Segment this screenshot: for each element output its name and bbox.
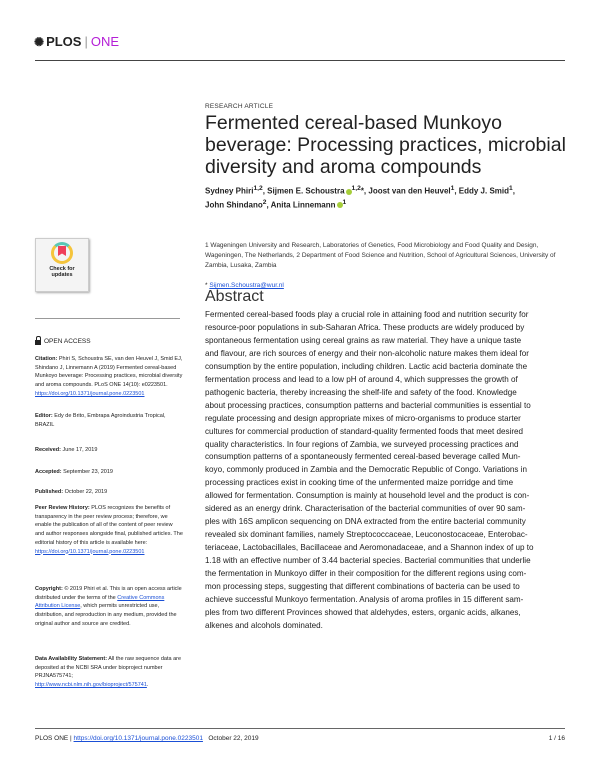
published-date: Published: October 22, 2019 <box>35 489 108 495</box>
abstract-body <box>205 309 567 633</box>
abstract-heading: Abstract <box>205 288 264 305</box>
abstract-line: about processing practices, consumption patterns and bacterial communities is essential to <box>205 400 531 410</box>
email-link[interactable]: Sijmen.Schoustra@wur.nl <box>209 282 284 289</box>
abstract-line: spontaneous fermentation using cereal grains as raw material. They have a unique taste <box>205 335 522 345</box>
header-divider <box>35 60 565 61</box>
open-access: OPEN ACCESS <box>35 337 91 345</box>
peer-review-history: Peer Review History: PLOS recognizes the benefits of transparency in the peer review process; therefore, we enable the publication of all of the content of peer review and author responses alongside final, published articles. The editorial history of this article is available here: https://doi.org/10.1371/journal.pone.0223501 <box>35 505 183 555</box>
abstract-line: fermentation process and lead to a low pH of around 4, which suppresses the growth of <box>205 374 518 384</box>
crossmark-icon <box>51 242 73 264</box>
abstract-line: alkenes and alcohols dominated. <box>205 620 323 630</box>
abstract-line: achieve successful Munkoyo fermentation. Analysis of aroma profiles in 15 different sam- <box>205 594 524 604</box>
abstract-line: allowed for fermentation. Consumption is mainly at household level and the product is con- <box>205 491 530 501</box>
abstract-line: regulate processing and design appropriate mixes of micro-organisms to produce starter <box>205 413 521 423</box>
affiliations: 1 Wageningen University and Research, Laboratories of Genetics, Food Microbiology and Food Quality and Design, Wageningen, The Netherlands, 2 Department of Food Science and Nutrition, School of Agricultural Sciences, University of Zambia, Lusaka, Zambia <box>205 242 556 269</box>
abstract-line: ples from two different Provinces showed that aldehydes, esters, organic acids, alkanes, <box>205 607 521 617</box>
abstract-line: resource-poor populations in sub-Saharan Africa. These products are widely produced by <box>205 322 525 332</box>
abstract-line: sidered as an energy drink. Characterisation of the bacterial communities of over 90 sam- <box>205 504 526 514</box>
abstract-line: pathogenic bacteria, thereby increasing the shelf-life and safety of the food. Knowledge <box>205 387 517 397</box>
abstract-line: ples with 16S amplicon sequencing on DNA extracted from the entire bacterial community <box>205 517 526 527</box>
abstract-line: cultures for commercial production of standard-quality fermented foods that meet desired <box>205 426 524 436</box>
received-date: Received: June 17, 2019 <box>35 447 98 453</box>
abstract-line: consumption by the entire population, including children. Lactic acid bacteria dominate the <box>205 361 528 371</box>
bioproject-link[interactable]: http://www.ncbi.nlm.nih.gov/bioproject/575741 <box>35 682 147 689</box>
abstract-line: teriaceae, Lactobacillales, Bacillaceae and Aeromonadaceae, and a Shannon index of up to <box>205 543 534 553</box>
abstract-line: mon processing steps, suggesting that different combinations of bacteria can be used to <box>205 582 520 592</box>
check-for-updates-badge[interactable]: Check for updates <box>35 238 89 292</box>
plos-one-logo[interactable]: ✺ PLOS | ONE <box>34 34 120 49</box>
editor: Editor: Edy de Brito, Embrapa Agroindustria Tropical, BRAZIL <box>35 413 166 428</box>
copyright: Copyright: © 2019 Phiri et al. This is an open access article distributed under the terms of the Creative Commons Attribution License, which permits unrestricted use, distribution, and reproduction in any medium, provided the original author and source are credited. <box>35 586 182 627</box>
citation-doi-link[interactable]: https://doi.org/10.1371/journal.pone.0223501 <box>35 390 145 397</box>
article-type: RESEARCH ARTICLE <box>205 103 274 110</box>
plos-logo-icon: ✺ <box>34 34 45 49</box>
page-number: 1 / 16 <box>548 735 565 742</box>
footer-doi-link[interactable]: https://doi.org/10.1371/journal.pone.0223501 <box>73 735 203 742</box>
abstract-line: Fermented cereal-based foods play a crucial role in attaining food and nutrition security for <box>205 310 529 319</box>
abstract-line: consumption patterns of a spontaneously fermented cereal-based beverage called Mun- <box>205 452 521 462</box>
abstract-line: processing practices exist in cooking time of the unfermented maize porridge and time <box>205 478 514 488</box>
abstract-line: revealed six dominant families, namely Streptococcaceae, Leuconostocaceae, Enterobac- <box>205 530 528 540</box>
accepted-date: Accepted: September 23, 2019 <box>35 469 113 475</box>
abstract-line: quality characteristics. In four regions of Zambia, we surveyed processing practices and <box>205 439 519 449</box>
article-title: Fermented cereal-based Munkoyo beverage: Processing practices, microbial diversity and aroma compounds <box>205 112 566 178</box>
footer: PLOS ONE | https://doi.org/10.1371/journal.pone.0223501 October 22, 2019 <box>35 735 259 742</box>
footer-divider <box>35 728 565 729</box>
license-link[interactable]: Creative Commons Attribution License <box>35 594 165 610</box>
sidebar-divider <box>35 318 180 319</box>
abstract-line: koyo, commonly produced in Zambia and the Democratic Republic of Congo. Variations in <box>205 465 527 475</box>
corresponding-email: * Sijmen.Schoustra@wur.nl <box>205 282 284 289</box>
open-lock-icon <box>35 340 41 345</box>
data-availability: Data Availability Statement: All the raw sequence data are deposited at the NCBI SRA under bioproject number PRJNA575741; http://www.ncbi.nlm.nih.gov/bioproject/575741. <box>35 656 182 689</box>
author-list: Sydney Phiri$^{1,2}$, Sijmen E. Schoustra $^{1,2}$*, Joost van den Heuvel$^1$, Eddy J. Smid$^1$, John Shindano$^2$, Anita Linnemann $^1$ <box>205 185 515 210</box>
abstract-line: 1.18 with an effective number of 3.44 bacterial species. Bacterial communities that underlie <box>205 556 531 566</box>
citation: Citation: Phiri S, Schoustra SE, van den Heuvel J, Smid EJ, Shindano J, Linnemann A (2019) Fermented cereal-based Munkoyo beverage: Processing practices, microbial diversity and aroma compounds. PLoS ONE 14(10): e0223501. https://doi.org/10.1371/journal.pone.0223501 <box>35 356 183 397</box>
abstract-line: the fermentation in Munkoyo differ in their composition for the different regions using com- <box>205 569 527 579</box>
peer-review-link[interactable]: https://doi.org/10.1371/journal.pone.0223501 <box>35 548 145 555</box>
abstract-line: and flavour, are rich sources of energy and their non-alcoholic nature makes them ideal for <box>205 348 529 358</box>
